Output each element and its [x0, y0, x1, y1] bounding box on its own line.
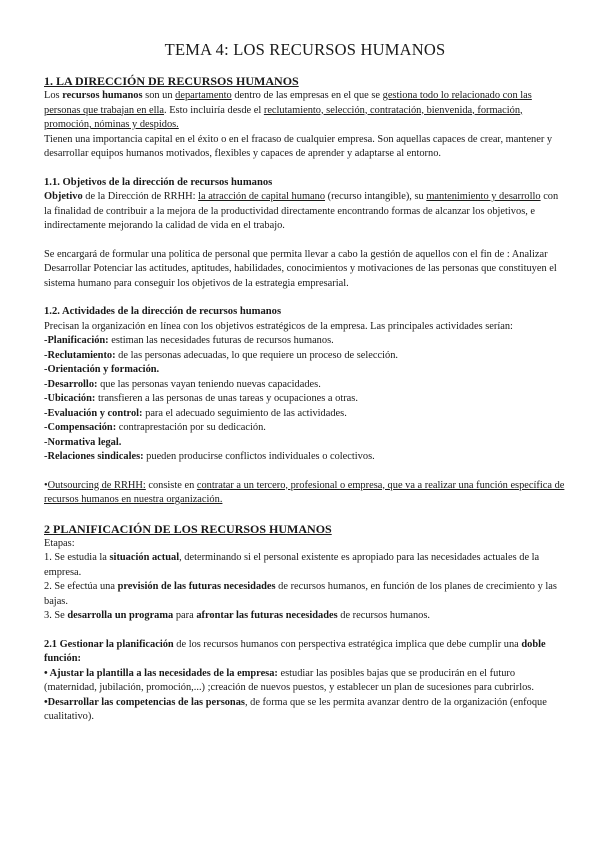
text: Los	[44, 90, 63, 101]
text: consiste en	[145, 479, 197, 491]
text: de recursos humanos.	[337, 610, 430, 621]
page-title: TEMA 4: LOS RECURSOS HUMANOS	[164, 40, 446, 59]
text-bold: doble función:	[44, 638, 546, 664]
activity-item	[44, 421, 566, 436]
activity-desc: que las personas vayan teniendo nuevas capacidades.	[97, 378, 321, 390]
activity-item	[44, 349, 566, 364]
stage-item	[44, 580, 566, 609]
text-underlined: gestiona todo lo relacionado con las personas que trabajan en ella	[44, 90, 532, 116]
activity-item	[44, 436, 566, 451]
activity-item	[44, 378, 566, 393]
text: de la Dirección de RRHH:	[82, 191, 199, 202]
text: estudiar las posibles bajas que se producirán en el futuro (maternidad, jubilación, promoción,...) ;creación de nuevos puestos, y establecer un plan de sucesiones para cubrirlos.	[44, 667, 534, 693]
activity-desc: pueden producirse conflictos individuales o colectivos.	[143, 451, 375, 462]
text: de los recursos humanos con perspectiva estratégica implica que debe cumplir una	[173, 638, 522, 650]
text: (recurso intangible), su	[325, 191, 427, 202]
activity-item	[44, 450, 566, 465]
text-bold: previsión de las futuras necesidades	[117, 581, 276, 592]
text-bold: desarrolla un programa	[67, 610, 174, 621]
activity-term: -Normativa legal.	[44, 436, 122, 448]
text-underlined: la atracción de capital humano	[198, 191, 326, 202]
text-underlined: Outsourcing de RRHH:	[47, 479, 146, 491]
text: , de forma que se les permita avanzar dentro de la organización (enfoque cualitativo).	[44, 696, 547, 722]
activity-desc: contraprestación por su dedicación.	[116, 422, 266, 433]
function-bullet-2	[44, 696, 566, 725]
text-underlined: departamento	[175, 90, 232, 101]
text-bold: 2.1 Gestionar la planificación	[44, 638, 174, 650]
section-2-heading: 2 PLANIFICACIÓN DE LOS RECURSOS HUMANOS	[44, 521, 332, 536]
text-bold: •Desarrollar las competencias de las personas	[44, 696, 245, 708]
activity-term: -Relaciones sindicales:	[44, 451, 144, 462]
text-underlined: reclutamiento, selección, contratación, bienvenida, formación, promoción, nóminas y despidos.	[44, 104, 523, 130]
activity-desc: transfieren a las personas de unas tareas y ocupaciones a otras.	[95, 393, 358, 404]
activity-term: -Ubicación:	[44, 393, 96, 404]
text-bold: • Ajustar la plantilla a las necesidades de la empresa:	[44, 667, 278, 679]
text: . Esto incluiría desde el	[164, 104, 264, 116]
activity-term: -Desarrollo:	[44, 378, 98, 390]
section-1-paragraph-2: Tienen una importancia capital en el éxito o en el fracaso de cualquier empresa. Son aquellas capaces de crear, mantener y desarrollar equipos humanos motivados, flexibles y capaces de aprender y adaptarse al entorno.	[44, 133, 553, 159]
activity-term: -Reclutamiento:	[44, 349, 116, 361]
text: para	[173, 610, 197, 621]
section-1-heading: 1. LA DIRECCIÓN DE RECURSOS HUMANOS	[44, 74, 299, 88]
text: 1. Se estudia la	[44, 552, 110, 563]
section-1-paragraph-1	[44, 89, 566, 133]
text: de recursos humanos, en función de los planes de crecimiento y las bajas.	[44, 581, 557, 607]
section-1-1-paragraph-1	[44, 190, 566, 234]
activity-item	[44, 392, 566, 407]
text: dentro de las empresas en el que se	[231, 90, 383, 101]
section-1-2-intro: Precisan la organización en línea con los objetivos estratégicos de la empresa. Las principales actividades serían:	[44, 320, 513, 332]
section-1-1-paragraph-2: Se encargará de formular una política de personal que permita llevar a cabo la gestión de aquellos con el fin de : Analizar Desarrollar Potenciar las actitudes, aptitudes, habilidades, conocimientos y motivaciones de las personas que constituyen el sistema humano para conseguir los objetivos de la estrategia empresarial.	[44, 248, 557, 289]
activity-term: -Evaluación y control:	[44, 407, 143, 419]
text: son un	[142, 90, 176, 101]
outsourcing-paragraph	[44, 479, 566, 508]
document-page	[44, 40, 566, 725]
section-1-1-heading: 1.1. Objetivos de la dirección de recursos humanos	[44, 176, 273, 188]
activity-desc: para el adecuado seguimiento de las actividades.	[142, 407, 347, 419]
activity-desc: estiman las necesidades futuras de recursos humanos.	[108, 335, 334, 346]
section-2-1-paragraph	[44, 638, 566, 667]
activity-term: -Compensación:	[44, 422, 117, 433]
text-bold: situación actual	[109, 552, 180, 563]
text-underlined: contratar a un tercero, profesional o empresa, que va a realizar una función específica de recursos humanos en nuestra organización.	[44, 479, 565, 505]
text: , determinando si el personal existente es apropiado para las necesidades actuales de la empresa.	[44, 552, 540, 578]
text: 2. Se efectúa una	[44, 581, 118, 592]
text: 3. Se	[44, 610, 68, 621]
bullet: •	[44, 479, 48, 491]
text-underlined: mantenimiento y desarrollo	[426, 191, 541, 202]
stage-item	[44, 551, 566, 580]
function-bullet-1	[44, 667, 566, 696]
activity-term: -Orientación y formación.	[44, 364, 160, 375]
activity-item	[44, 334, 566, 349]
stage-item	[44, 609, 566, 624]
activity-item	[44, 363, 566, 378]
text-bold: afrontar las futuras necesidades	[196, 610, 338, 621]
text-bold: recursos humanos	[62, 90, 143, 101]
activity-desc: de las personas adecuadas, lo que requiere un proceso de selección.	[115, 349, 399, 361]
stages-label: Etapas:	[44, 537, 75, 549]
activity-term: -Planificación:	[44, 335, 109, 346]
section-1-2-heading: 1.2. Actividades de la dirección de recursos humanos	[44, 306, 282, 317]
text: con la finalidad de contribuir a la mejora de la productividad directamente encontrando formas de alcanzar los objetivos, e indirectamente mejorando la calidad de vida en el trabajo.	[44, 191, 559, 231]
activity-item	[44, 407, 566, 422]
text-bold: Objetivo	[44, 191, 83, 202]
